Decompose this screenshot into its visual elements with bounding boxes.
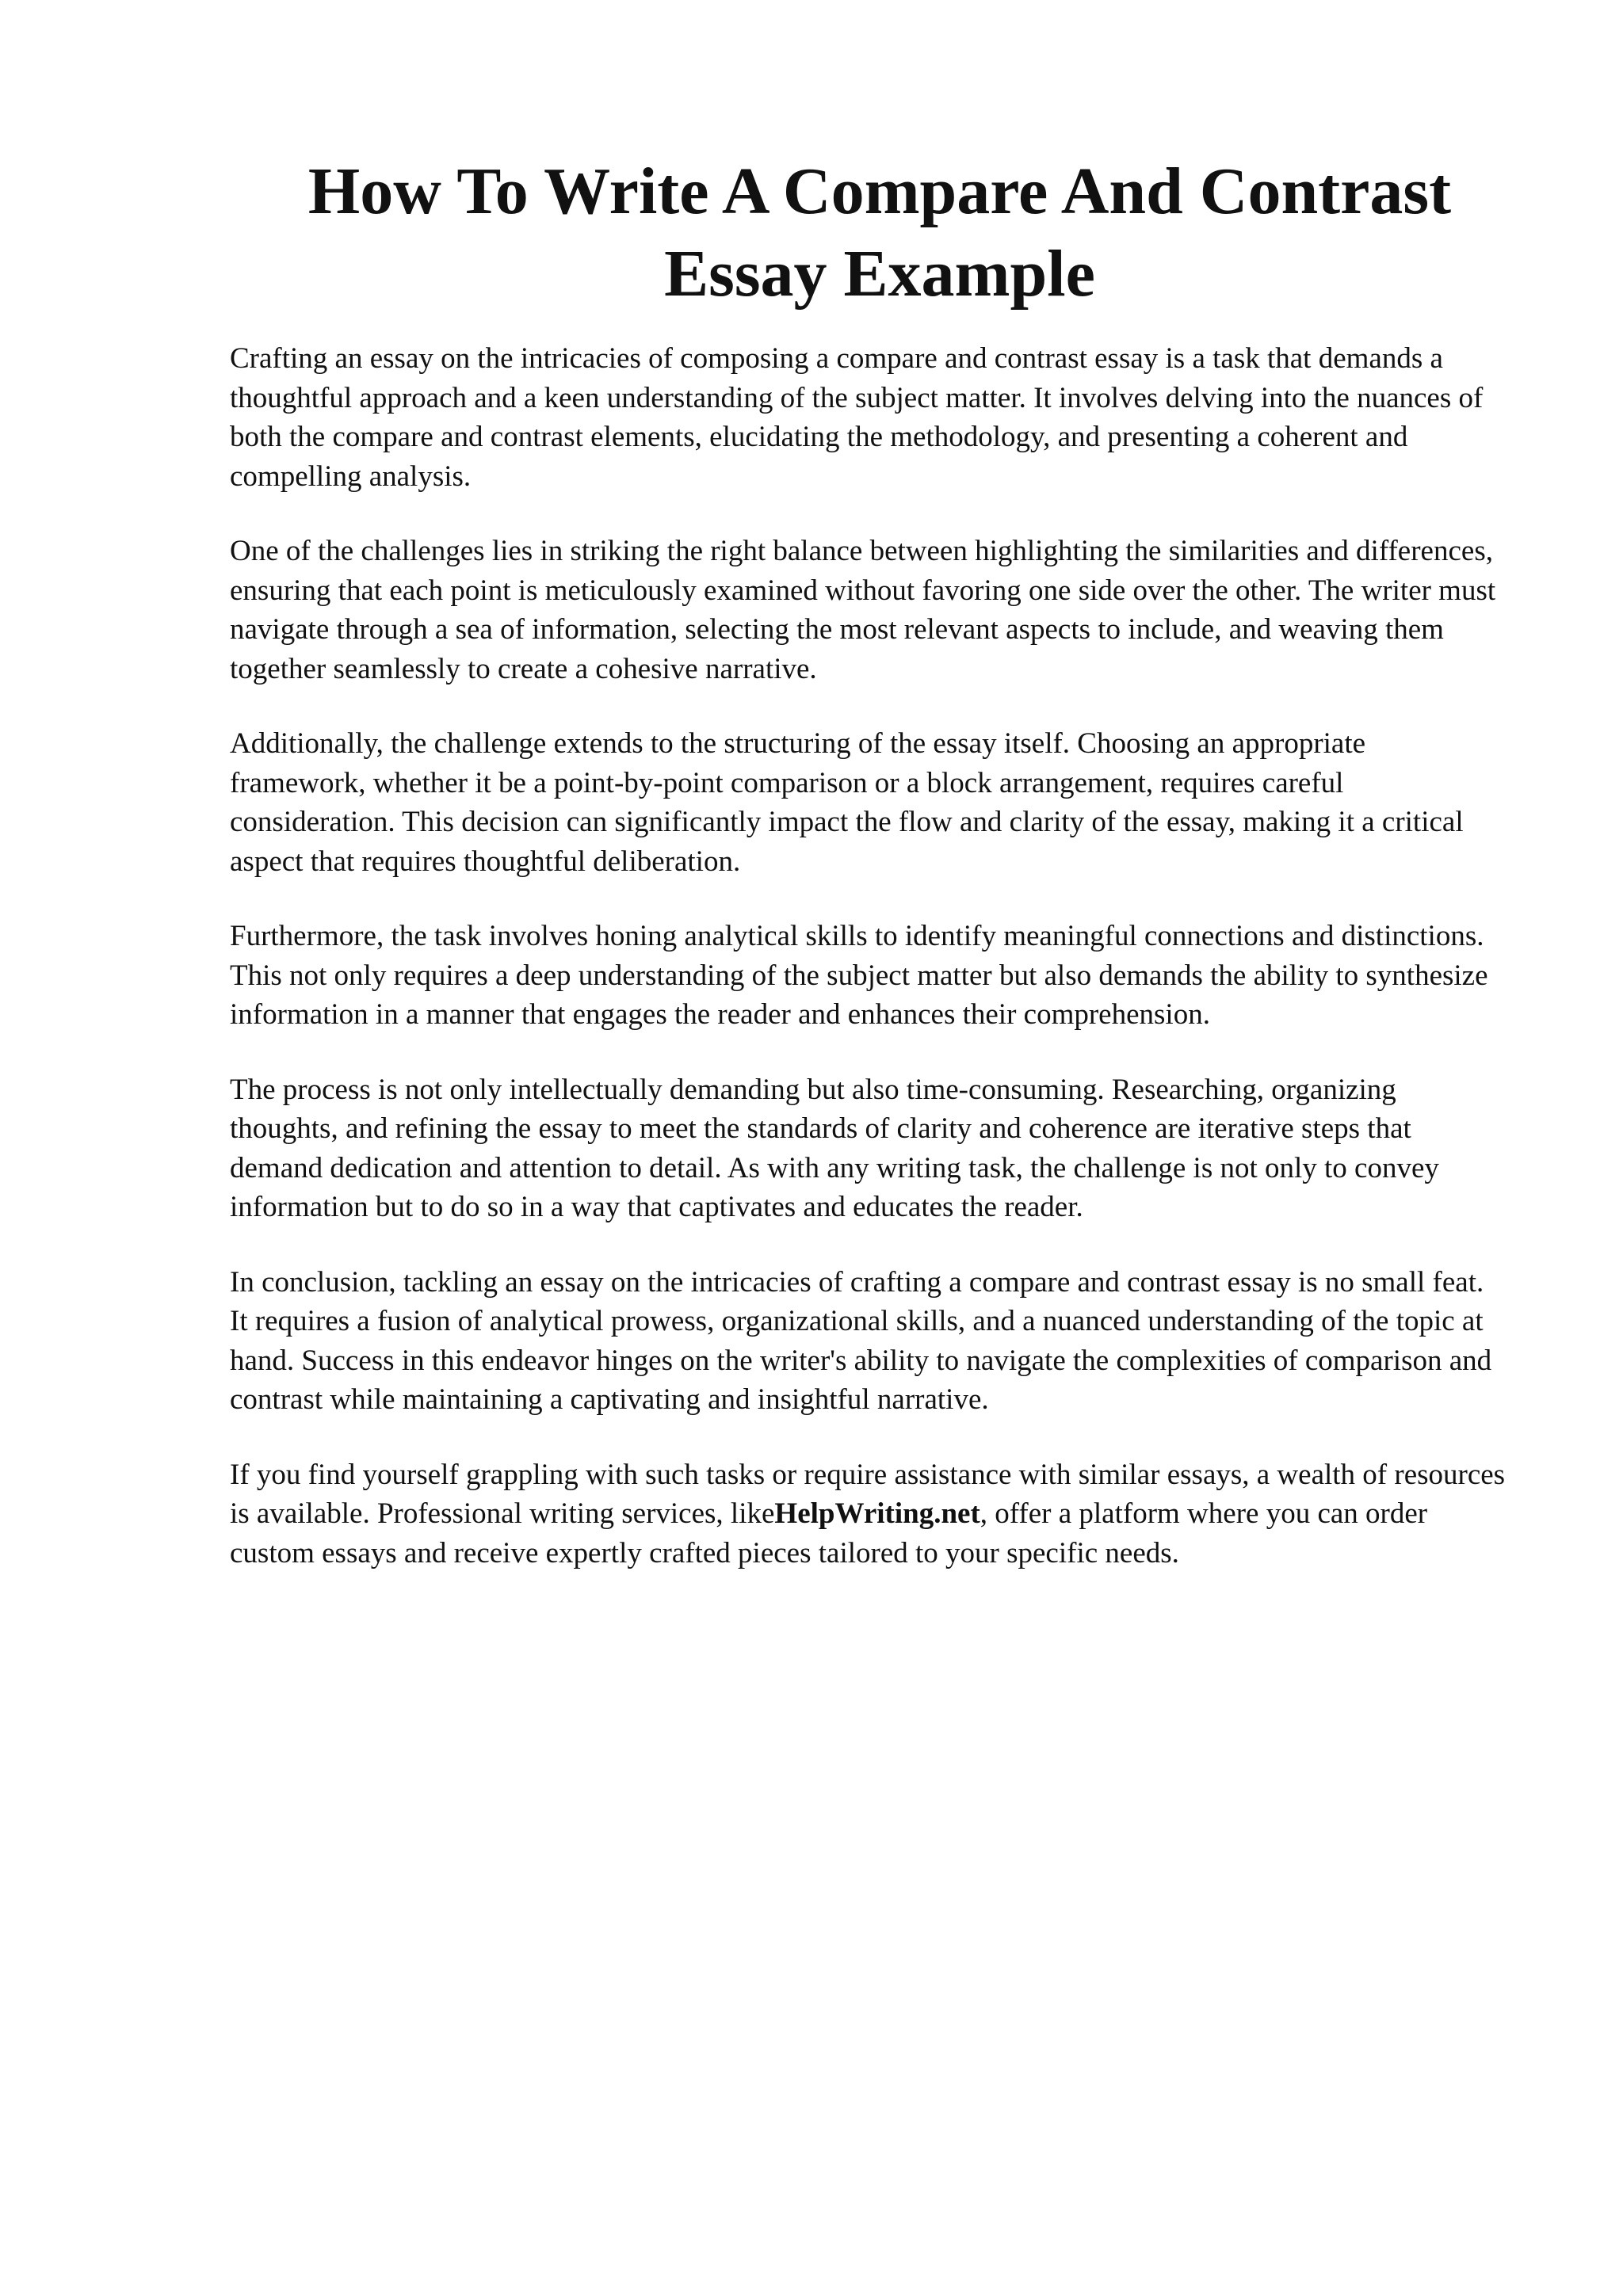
brand-link[interactable]: HelpWriting.net bbox=[774, 1497, 980, 1530]
closing-text-after: , offer a platform where you can order custom essays and receive expertly crafted pieces tailored to your specific needs. bbox=[230, 1497, 1428, 1569]
paragraph-structure: Additionally, the challenge extends to the structuring of the essay itself. Choosing an appropriate framework, whether it be a point-by-point comparison or a block arrangement, requires careful consideration. This decision can significantly impact the flow and clarity of the essay, making it a critical aspect that requires thoughtful deliberation. bbox=[230, 727, 1464, 878]
essay-body bbox=[230, 339, 1506, 1608]
paragraph-process: The process is not only intellectually demanding but also time-consuming. Researching, organizing thoughts, and refining the essay to meet the standards of clarity and coherence are iterative steps that demand dedication and attention to detail. As with any writing task, the challenge is not only to convey information but to do so in a way that captivates and educates the reader. bbox=[230, 1073, 1439, 1223]
paragraph-conclusion: In conclusion, tackling an essay on the intricacies of crafting a compare and contrast essay is no small feat. It requires a fusion of analytical prowess, organizational skills, and a nuanced understanding of the topic at hand. Success in this endeavor hinges on the writer's ability to navigate the complexities of comparison and contrast while maintaining a captivating and insightful narrative. bbox=[230, 1265, 1492, 1416]
paragraph-closing bbox=[230, 1455, 1506, 1573]
paragraph-challenges: One of the challenges lies in striking the right balance between highlighting the similarities and differences, ensuring that each point is meticulously examined without favoring one side over the other. The writer must navigate through a sea of information, selecting the most relevant aspects to include, and weaving them together seamlessly to create a cohesive narrative. bbox=[230, 535, 1496, 685]
closing-text-before: If you find yourself grappling with such tasks or require assistance with similar essays, a wealth of resources is available. Professional writing services, like bbox=[230, 1458, 1506, 1530]
paragraph-analysis: Furthermore, the task involves honing analytical skills to identify meaningful connections and distinctions. This not only requires a deep understanding of the subject matter but also demands the ability to synthesize information in a manner that engages the reader and enhances their comprehension. bbox=[230, 920, 1488, 1031]
paragraph-intro: Crafting an essay on the intricacies of composing a compare and contrast essay is a task that demands a thoughtful approach and a keen understanding of the subject matter. It involves delving into the nuances of both the compare and contrast elements, elucidating the methodology, and presenting a coherent and compelling analysis. bbox=[230, 342, 1484, 493]
page-title: How To Write A Compare And Contrast Essay Example bbox=[307, 154, 1452, 311]
